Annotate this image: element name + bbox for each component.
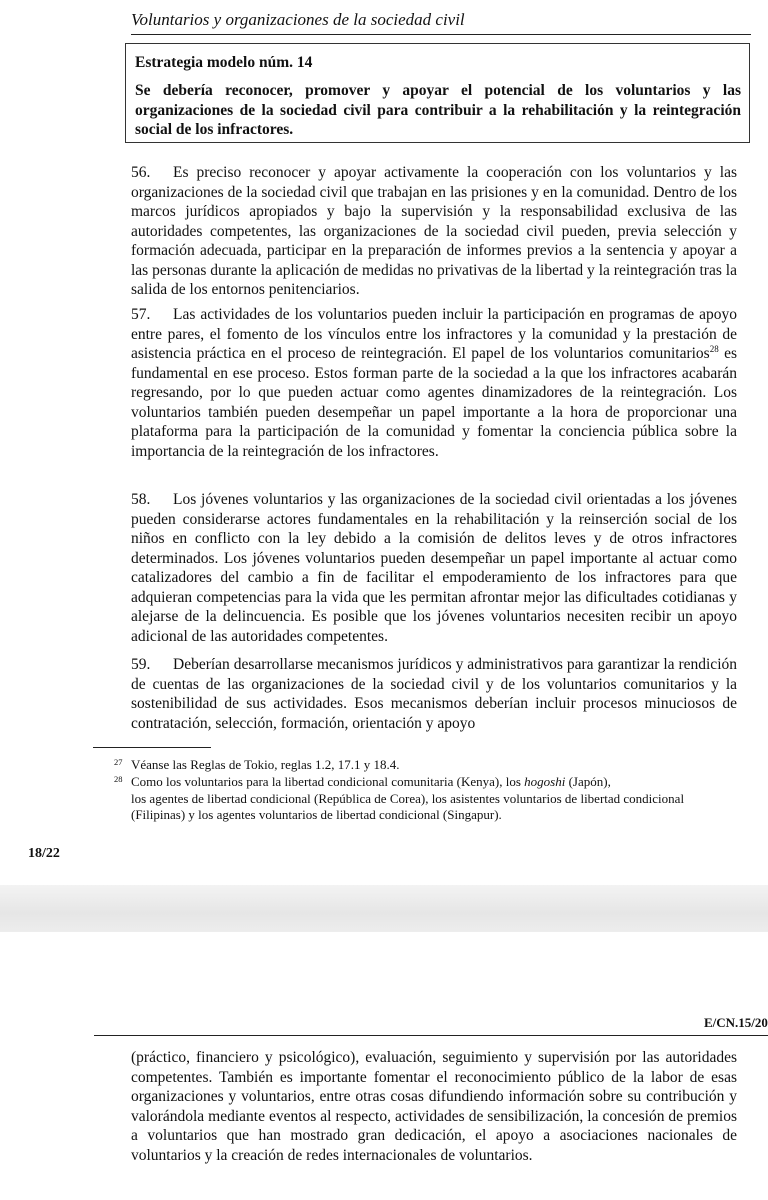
footnote-text: Véanse las Reglas de Tokio, reglas 1.2, 17.1 y 18.4.	[131, 757, 400, 772]
footnote-reference[interactable]: 28	[709, 344, 719, 354]
running-header: Voluntarios y organizaciones de la sociedad civil	[131, 10, 751, 35]
page-number: 18/22	[28, 846, 60, 861]
page-separator	[0, 885, 768, 932]
paragraph-56	[131, 163, 737, 300]
header-rule	[94, 1035, 768, 1036]
footnote-separator	[93, 747, 211, 748]
paragraph-59	[131, 655, 737, 733]
footnote-italic-term: hogoshi	[524, 774, 566, 789]
paragraph-number: 57.	[131, 306, 151, 323]
paragraph-number: 56.	[131, 164, 151, 181]
strategy-text: Se debería reconocer, promover y apoyar el potencial de los voluntarios y las organizaciones de la sociedad civil para contribuir a la rehabilitación y la reintegración social de los infractores.	[135, 82, 741, 138]
strategy-box	[125, 43, 750, 143]
strategy-title: Estrategia modelo núm. 14	[135, 54, 313, 71]
paragraph-text: Las actividades de los voluntarios pueden incluir la participación en programas de apoyo entre pares, el fomento de los vínculos entre los infractores y la comunidad y la prestación de asistencia práctica en el proceso de reintegración. El papel de los voluntarios comunitarios	[131, 306, 737, 362]
continuation-paragraph: (práctico, financiero y psicológico), evaluación, seguimiento y supervisión por las autoridades competentes. También es importante fomentar el reconocimiento público de la labor de esas organizaciones y voluntarios, entre otras cosas difundiendo información sobre su contribución y valorándola mediante eventos al respecto, actividades de sensibilización, la concesión de premios a voluntarios que han mostrado gran dedicación, el apoyo a asociaciones nacionales de voluntarios y la creación de redes internacionales de voluntarios.	[131, 1049, 737, 1164]
paragraph-text-cont: es fundamental en ese proceso. Estos forman parte de la sociedad a la que los infractores acabarán regresando, por lo que pueden actuar como agentes dinamizadores de la reintegración. Los voluntarios también pueden desempeñar un papel importante a la hora de proporcionar una plataforma para la participación de la comunidad y fomentar la conciencia pública sobre la importancia de la reintegración de los infractores.	[131, 345, 737, 460]
footnote-text-continuation: los agentes de libertad condicional (República de Corea), los asistentes voluntarios de libertad condicional (Filipinas) y los agentes voluntarios de libertad condicional (Singapur).	[131, 790, 685, 822]
paragraph-text: Deberían desarrollarse mecanismos jurídicos y administrativos para garantizar la rendición de cuentas de las organizaciones de la sociedad civil y de los voluntarios comunitarios y la sostenibilidad de sus actividades. Esos mecanismos deberían incluir procesos minuciosos de contratación, selección, formación, orientación y apoyo	[131, 656, 737, 732]
document-symbol: E/CN.15/20	[704, 1015, 768, 1030]
footnote-text: Como los voluntarios para la libertad condicional comunitaria (Kenya), los	[131, 774, 525, 789]
footnote-28: 28 Como los voluntarios para la libertad condicional comunitaria (Kenya), los hogoshi (Japón), los agentes de libertad condicional (República de Corea), los asistentes voluntarios de libertad condicional (Filipinas) y los agentes voluntarios de libertad condicional (Singapur).	[114, 774, 714, 824]
paragraph-text: Es preciso reconocer y apoyar activamente la cooperación con los voluntarios y las organizaciones de la sociedad civil que trabajan en las prisiones y en la comunidad. Dentro de los marcos jurídicos apropiados y bajo la supervisión y la responsabilidad exclusiva de las autoridades competentes, las organizaciones de la sociedad civil pueden, previa selección y formación adecuada, participar en la preparación de informes previos a la sentencia y apoyar a las personas durante la aplicación de medidas no privativas de la libertad y la reintegración tras la salida de los entornos penitenciarios.	[131, 164, 737, 298]
paragraph-57	[131, 305, 737, 461]
paragraph-number: 58.	[131, 491, 151, 508]
paragraph-text: Los jóvenes voluntarios y las organizaciones de la sociedad civil orientadas a los jóvenes pueden considerarse actores fundamentales en la rehabilitación y la reinserción social de los niños en conflicto con la ley debido a la comisión de delitos leves y de otros infractores determinados. Los jóvenes voluntarios pueden desempeñar un papel importante al actuar como catalizadores del cambio a fin de facilitar el empoderamiento de los infractores para que adquieran competencias para la vida que les permitan afrontar mejor las dificultades cotidianas y alejarse de la delincuencia. Es posible que los jóvenes voluntarios necesiten recibir un apoyo adicional de las autoridades competentes.	[131, 491, 737, 645]
paragraph-number: 59.	[131, 656, 151, 673]
paragraph-58	[131, 490, 737, 646]
footnote-27: 27 Véanse las Reglas de Tokio, reglas 1.2, 17.1 y 18.4.	[114, 757, 400, 772]
footnote-text-cont: (Japón),	[565, 774, 611, 789]
